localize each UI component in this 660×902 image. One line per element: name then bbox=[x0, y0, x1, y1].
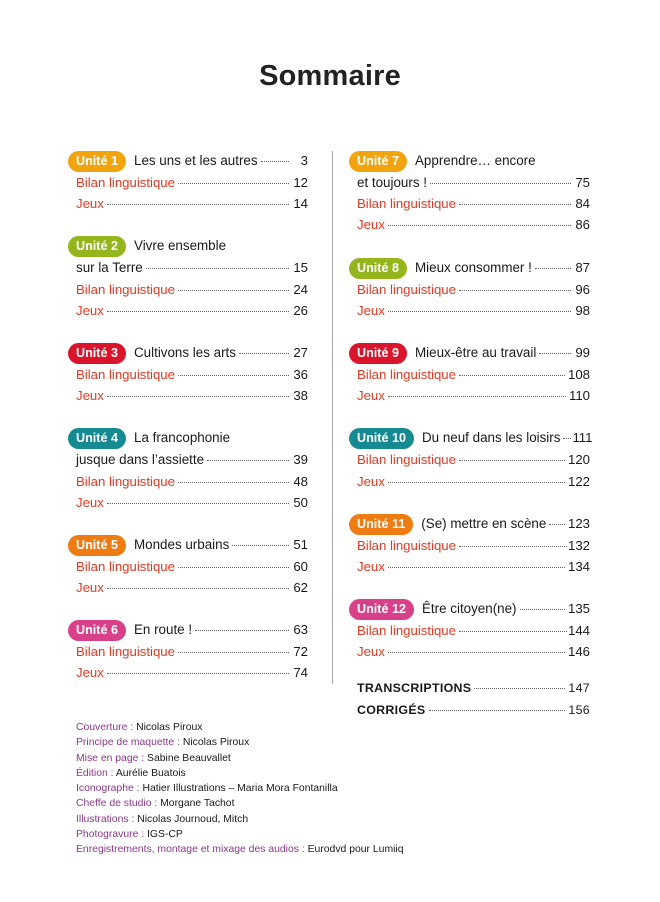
credit-name: Morgane Tachot bbox=[160, 798, 235, 810]
credit-role: Cheffe de studio : bbox=[76, 798, 161, 810]
unit-title: Cultivons les arts bbox=[134, 344, 236, 360]
unit-badge: Unité 10 bbox=[349, 428, 414, 449]
leader-dots bbox=[459, 631, 567, 632]
leader-dots bbox=[146, 268, 289, 269]
leader-dots bbox=[261, 161, 289, 162]
page-number: 63 bbox=[293, 622, 308, 638]
bilan-label: Bilan linguistique bbox=[357, 281, 456, 297]
credits-block bbox=[76, 720, 404, 858]
page-number: 147 bbox=[568, 681, 590, 696]
unit-title: Être citoyen(ne) bbox=[422, 601, 517, 617]
jeux-label: Jeux bbox=[357, 302, 385, 318]
bilan-label: Bilan linguistique bbox=[76, 366, 175, 382]
leader-dots bbox=[459, 546, 567, 547]
toc-unit-4 bbox=[68, 427, 308, 513]
toc-unit-1 bbox=[68, 150, 308, 214]
page-number: 39 bbox=[293, 452, 308, 468]
toc-unit-10 bbox=[349, 427, 593, 491]
page-number: 134 bbox=[567, 558, 590, 574]
page-number: 14 bbox=[293, 196, 308, 212]
leader-dots bbox=[430, 183, 571, 184]
jeux-label: Jeux bbox=[357, 473, 385, 489]
unit-badge: Unité 9 bbox=[349, 343, 407, 364]
unit-title: La francophonie bbox=[134, 430, 231, 446]
leader-dots bbox=[107, 673, 289, 674]
jeux-label: Jeux bbox=[76, 302, 104, 318]
unit-badge: Unité 8 bbox=[349, 258, 407, 279]
page-number: 122 bbox=[567, 473, 590, 489]
toc-unit-8 bbox=[349, 257, 590, 321]
credit-name: Eurodvd pour Lumiiq bbox=[307, 844, 404, 856]
toc-unit-3 bbox=[68, 342, 308, 406]
unit-title: Vivre ensemble bbox=[134, 238, 227, 254]
page-number: 62 bbox=[293, 580, 308, 596]
page-number: 120 bbox=[567, 452, 590, 468]
page-number: 15 bbox=[293, 260, 308, 276]
page-number: 86 bbox=[575, 217, 590, 233]
leader-dots bbox=[539, 353, 571, 354]
credit-role: Photogravure : bbox=[76, 829, 148, 841]
unit-badge: Unité 7 bbox=[349, 151, 407, 172]
leader-dots bbox=[178, 375, 289, 376]
page-number: 84 bbox=[575, 196, 590, 212]
toc-unit-9 bbox=[349, 342, 590, 406]
unit-badge: Unité 5 bbox=[68, 535, 126, 556]
toc-unit-11 bbox=[349, 513, 590, 577]
credit-row bbox=[76, 827, 404, 842]
toc-left-column bbox=[68, 150, 308, 705]
page-number: 123 bbox=[567, 515, 590, 531]
toc-unit-6 bbox=[68, 619, 308, 683]
unit-badge: Unité 11 bbox=[349, 514, 413, 535]
page-number: 75 bbox=[575, 175, 590, 190]
credit-name: Nicolas Piroux bbox=[182, 737, 250, 749]
unit-title: Mondes urbains bbox=[134, 536, 230, 552]
page-number: 98 bbox=[575, 302, 590, 318]
leader-dots bbox=[459, 204, 571, 205]
bilan-label: Bilan linguistique bbox=[76, 473, 175, 489]
bilan-label: Bilan linguistique bbox=[357, 366, 456, 382]
credit-row bbox=[76, 842, 404, 857]
toc-unit-12 bbox=[349, 598, 590, 662]
page-number: 36 bbox=[293, 366, 308, 382]
leader-dots bbox=[459, 290, 571, 291]
toc-unit-5 bbox=[68, 534, 308, 598]
leader-dots bbox=[207, 460, 289, 461]
leader-dots bbox=[178, 482, 289, 483]
leader-dots bbox=[474, 688, 565, 689]
credit-row bbox=[76, 735, 404, 750]
jeux-label: Jeux bbox=[357, 217, 385, 233]
leader-dots bbox=[107, 311, 289, 312]
unit-title: Mieux-être au travail bbox=[415, 344, 537, 360]
toc-right-column bbox=[349, 150, 593, 721]
page-number: 60 bbox=[293, 558, 308, 574]
credit-role: Principe de maquette : bbox=[76, 737, 183, 749]
transcriptions-label: TRANSCRIPTIONS bbox=[357, 681, 472, 696]
credit-name: Aurélie Buatois bbox=[115, 767, 186, 779]
jeux-label: Jeux bbox=[76, 494, 104, 510]
credit-role: Enregistrements, montage et mixage des audios : bbox=[76, 844, 308, 856]
page-number: 156 bbox=[568, 702, 590, 717]
page-title: Sommaire bbox=[259, 60, 401, 92]
leader-dots bbox=[388, 567, 565, 568]
page-number: 51 bbox=[293, 536, 308, 552]
page-number: 74 bbox=[293, 665, 308, 681]
unit-title: (Se) mettre en scène bbox=[421, 515, 547, 531]
leader-dots bbox=[178, 183, 289, 184]
credit-name: Nicolas Journoud, Mitch bbox=[137, 813, 249, 825]
unit-badge: Unité 4 bbox=[68, 428, 126, 449]
credit-role: Mise en page : bbox=[76, 752, 148, 764]
page-number: 48 bbox=[293, 473, 308, 489]
page-number: 144 bbox=[567, 623, 590, 639]
leader-dots bbox=[429, 710, 566, 711]
bilan-label: Bilan linguistique bbox=[357, 196, 456, 212]
unit-badge: Unité 12 bbox=[349, 599, 414, 620]
leader-dots bbox=[549, 524, 565, 525]
page-number: 72 bbox=[293, 644, 308, 660]
toc-transcriptions bbox=[349, 678, 590, 699]
bilan-label: Bilan linguistique bbox=[76, 175, 175, 190]
bilan-label: Bilan linguistique bbox=[357, 537, 456, 553]
leader-dots bbox=[239, 353, 289, 354]
credit-row bbox=[76, 766, 404, 781]
jeux-label: Jeux bbox=[357, 644, 385, 660]
credit-name: Nicolas Piroux bbox=[136, 722, 203, 733]
toc-corriges bbox=[349, 700, 590, 721]
leader-dots bbox=[107, 588, 289, 589]
page-number: 146 bbox=[567, 644, 590, 660]
bilan-label: Bilan linguistique bbox=[357, 623, 456, 639]
jeux-label: Jeux bbox=[76, 388, 104, 404]
toc-unit-2 bbox=[68, 235, 308, 321]
credit-row bbox=[76, 812, 404, 827]
jeux-label: Jeux bbox=[357, 558, 385, 574]
leader-dots bbox=[388, 225, 571, 226]
column-divider bbox=[332, 151, 333, 684]
leader-dots bbox=[107, 503, 289, 504]
leader-dots bbox=[388, 652, 565, 653]
corriges-label: CORRIGÉS bbox=[357, 702, 426, 717]
leader-dots bbox=[178, 567, 289, 568]
credit-role: Édition : bbox=[76, 767, 116, 779]
leader-dots bbox=[107, 204, 289, 205]
jeux-label: Jeux bbox=[357, 388, 385, 404]
unit-title: Les uns et les autres bbox=[134, 153, 258, 168]
page-number: 87 bbox=[575, 259, 590, 275]
credit-role: Couverture : bbox=[76, 722, 137, 733]
credit-name: Sabine Beauvallet bbox=[147, 752, 231, 764]
page-number: 108 bbox=[567, 366, 590, 382]
leader-dots bbox=[232, 545, 289, 546]
credit-role: Iconographe : bbox=[76, 783, 143, 795]
page-number: 96 bbox=[575, 281, 590, 297]
page-number: 27 bbox=[293, 344, 308, 360]
credit-name: Hatier Illustrations – Maria Mora Fontanilla bbox=[142, 783, 338, 795]
leader-dots bbox=[388, 311, 571, 312]
page-number: 99 bbox=[575, 344, 590, 360]
credit-row bbox=[76, 781, 404, 796]
page-number: 12 bbox=[293, 175, 308, 190]
page-number: 24 bbox=[293, 281, 308, 297]
unit-title: Mieux consommer ! bbox=[415, 259, 532, 275]
credit-row bbox=[76, 796, 404, 811]
leader-dots bbox=[535, 268, 571, 269]
unit-badge: Unité 3 bbox=[68, 343, 126, 364]
credit-row bbox=[76, 751, 404, 766]
bilan-label: Bilan linguistique bbox=[76, 558, 175, 574]
bilan-label: Bilan linguistique bbox=[357, 452, 456, 468]
credit-row bbox=[76, 720, 404, 735]
bilan-label: Bilan linguistique bbox=[76, 281, 175, 297]
leader-dots bbox=[459, 375, 565, 376]
leader-dots bbox=[178, 290, 289, 291]
page-number: 38 bbox=[293, 388, 308, 404]
jeux-label: Jeux bbox=[76, 196, 104, 212]
unit-title-continued: jusque dans l’assiette bbox=[76, 452, 205, 468]
credit-name: IGS-CP bbox=[147, 829, 183, 841]
unit-badge: Unité 6 bbox=[68, 620, 126, 641]
unit-title: Apprendre… encore bbox=[415, 153, 536, 168]
page-number: 26 bbox=[293, 302, 308, 318]
page-number: 132 bbox=[567, 537, 590, 553]
jeux-label: Jeux bbox=[76, 665, 104, 681]
leader-dots bbox=[563, 438, 571, 439]
page-number: 135 bbox=[567, 601, 590, 617]
leader-dots bbox=[388, 482, 565, 483]
leader-dots bbox=[520, 609, 565, 610]
leader-dots bbox=[388, 396, 566, 397]
bilan-label: Bilan linguistique bbox=[76, 644, 175, 660]
jeux-label: Jeux bbox=[76, 580, 104, 596]
unit-badge: Unité 2 bbox=[68, 236, 126, 257]
leader-dots bbox=[195, 630, 289, 631]
unit-badge: Unité 1 bbox=[68, 151, 126, 172]
page-number: 111 bbox=[572, 430, 593, 446]
page-number: 110 bbox=[568, 388, 590, 404]
leader-dots bbox=[178, 652, 289, 653]
toc-unit-7 bbox=[349, 150, 590, 236]
leader-dots bbox=[107, 396, 289, 397]
leader-dots bbox=[459, 460, 565, 461]
unit-title-continued: et toujours ! bbox=[357, 175, 427, 190]
unit-title: Du neuf dans les loisirs bbox=[422, 430, 561, 446]
unit-title-continued: sur la Terre bbox=[76, 260, 143, 276]
page-number: 3 bbox=[300, 153, 308, 168]
credit-role: Illustrations : bbox=[76, 813, 138, 825]
unit-title: En route ! bbox=[134, 622, 193, 638]
page-number: 50 bbox=[293, 494, 308, 510]
